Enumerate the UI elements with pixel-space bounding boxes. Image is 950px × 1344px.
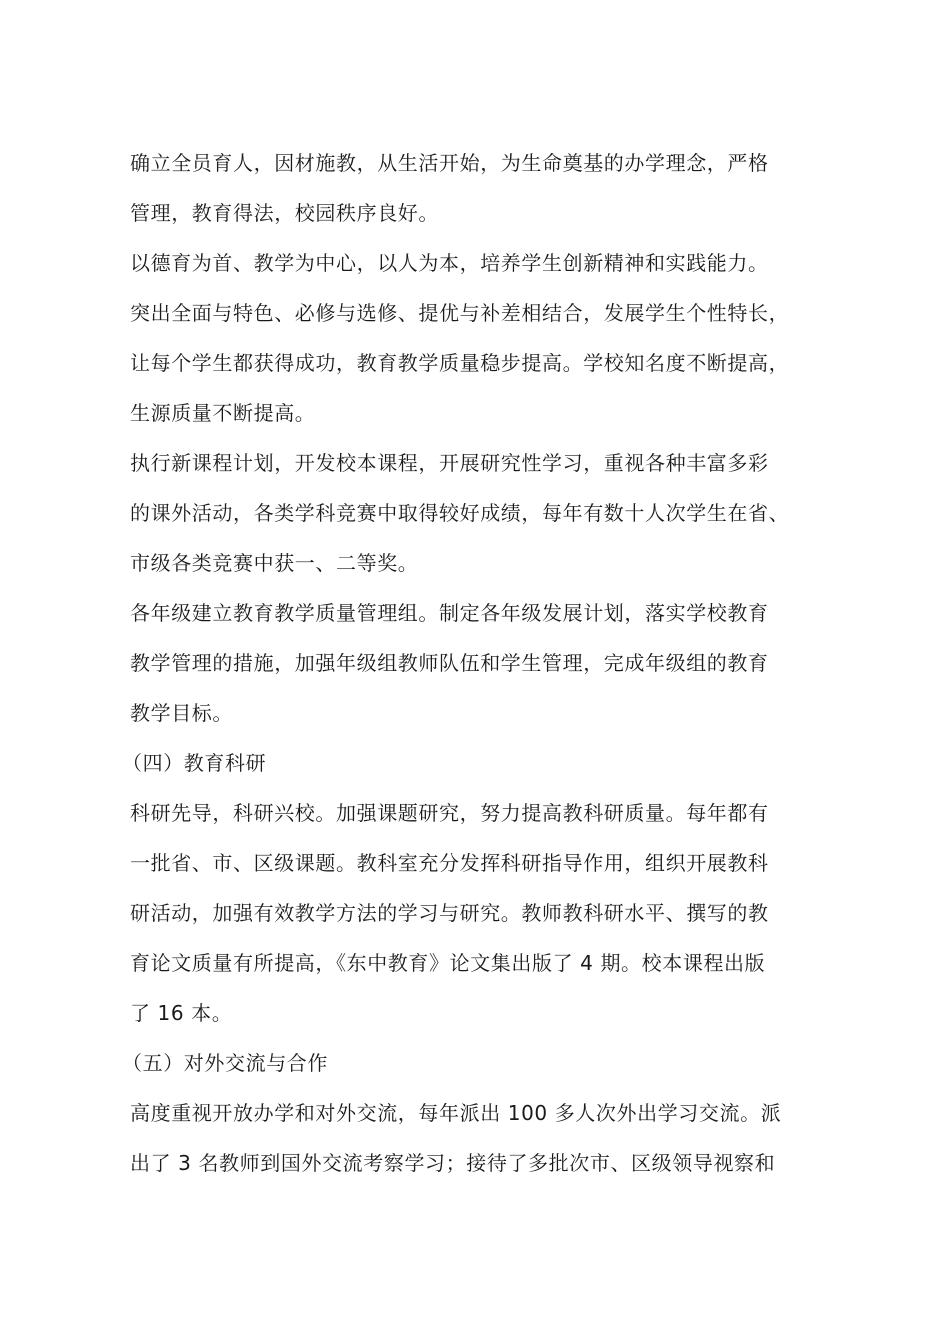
paragraph-line: 一批省、市、区级课题。教科室充分发挥科研指导作用，组织开展教科 (130, 851, 769, 875)
paragraph-line: 市级各类竞赛中获一、二等奖。 (130, 551, 419, 575)
paragraph-line: 管理，教育得法，校园秩序良好。 (130, 201, 439, 225)
paragraph-line: 教学管理的措施，加强年级组教师队伍和学生管理，完成年级组的教育 (130, 651, 769, 675)
paragraph-line: 高度重视开放办学和对外交流，每年派出 100 多人次外出学习交流。派 (130, 1101, 782, 1125)
paragraph-line: 研活动，加强有效教学方法的学习与研究。教师教科研水平、撰写的教 (130, 901, 769, 925)
paragraph-line: 了 16 本。 (130, 1001, 233, 1025)
paragraph-line: 各年级建立教育教学质量管理组。制定各年级发展计划，落实学校教育 (130, 601, 769, 625)
paragraph-line: 以德育为首、教学为中心，以人为本，培养学生创新精神和实践能力。 (130, 251, 769, 275)
paragraph-line: 执行新课程计划，开发校本课程，开展研究性学习，重视各种丰富多彩 (130, 451, 769, 475)
paragraph-line: 让每个学生都获得成功，教育教学质量稳步提高。学校知名度不断提高， (130, 351, 790, 375)
paragraph-line: 生源质量不断提高。 (130, 401, 316, 425)
paragraph-line: 教学目标。 (130, 701, 233, 725)
paragraph-line: 的课外活动，各类学科竞赛中取得较好成绩，每年有数十人次学生在省、 (130, 501, 790, 525)
section-heading: （五）对外交流与合作 (122, 1051, 328, 1075)
section-heading: （四）教育科研 (122, 751, 267, 775)
paragraph-line: 育论文质量有所提高，《东中教育》论文集出版了 4 期。校本课程出版 (130, 951, 766, 975)
paragraph-line: 出了 3 名教师到国外交流考察学习；接待了多批次市、区级领导视察和 (130, 1151, 776, 1175)
paragraph-line: 突出全面与特色、必修与选修、提优与补差相结合，发展学生个性特长， (130, 301, 790, 325)
paragraph-line: 科研先导，科研兴校。加强课题研究，努力提高教科研质量。每年都有 (130, 801, 769, 825)
document-body (122, 138, 830, 1188)
paragraph-line: 确立全员育人，因材施教，从生活开始，为生命奠基的办学理念，严格 (130, 151, 769, 175)
